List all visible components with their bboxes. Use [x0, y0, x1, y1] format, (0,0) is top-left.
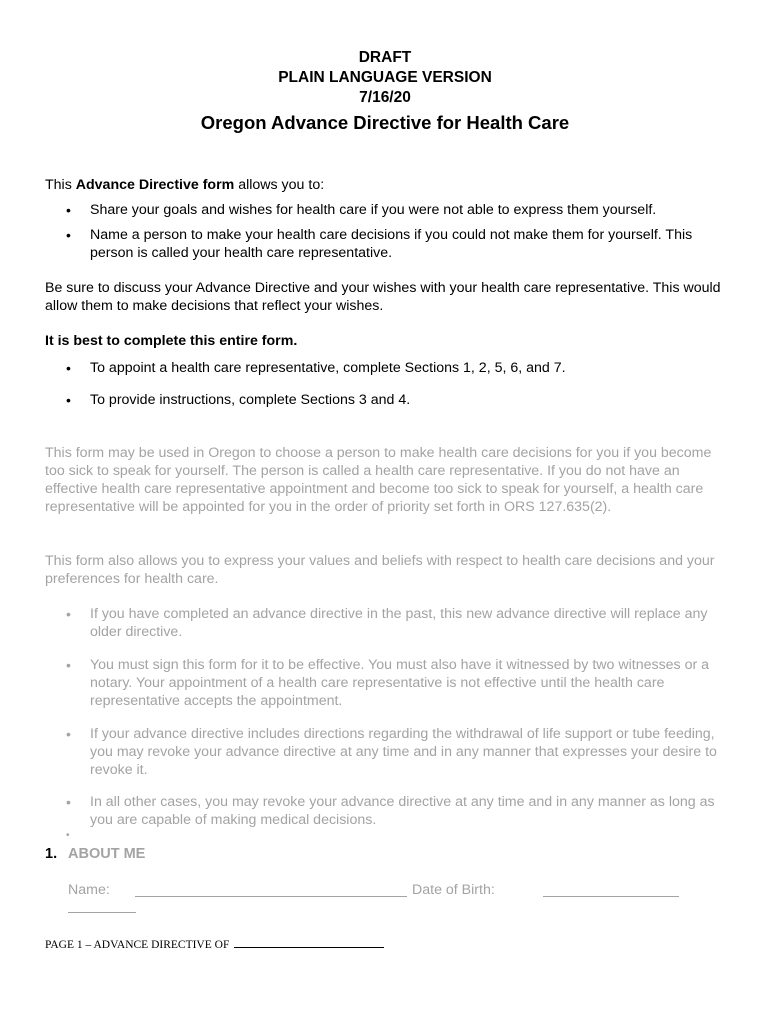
- name-field[interactable]: [135, 896, 407, 897]
- legal-bullet-2: You must sign this form for it to be effective. You must also have it witnessed by two witnesses or a notary. Your appointment of a health care representative is not effective until the health care representative accepts the appointment.: [90, 657, 710, 709]
- version-date: 7/16/20: [359, 89, 411, 106]
- footer-name-field[interactable]: [234, 937, 384, 948]
- legal-bullet-1: If you have completed an advance directive in the past, this new advance directive will replace any older directive.: [90, 606, 708, 640]
- section-number: 1.: [45, 846, 58, 862]
- bullet-icon: •: [66, 830, 70, 841]
- legal-bullet-4: In all other cases, you may revoke your advance directive at any time and in any manner as long as you are capable of making medical decisions.: [90, 794, 715, 828]
- dob-field[interactable]: [543, 896, 679, 897]
- document-title: Oregon Advance Directive for Health Care: [200, 112, 570, 133]
- footer-text: PAGE 1 – ADVANCE DIRECTIVE OF: [45, 939, 233, 951]
- legal-paragraph-1: This form may be used in Oregon to choose a person to make health care decisions for you if you become too sick to speak for yourself. The person is called a health care representative. If you do not have an effective health care representative appointment and become too sick to speak for yourself, a health care representative will be appointed for you in the order of priority set forth in ORS 127.635(2).: [45, 445, 712, 515]
- version-label: PLAIN LANGUAGE VERSION: [278, 69, 492, 86]
- intro-bold: Advance Directive form: [75, 177, 235, 193]
- bullet-icon: •: [66, 202, 71, 218]
- best-bullet-2: To provide instructions, complete Sections 3 and 4.: [90, 392, 411, 408]
- legal-bullet-3: If your advance directive includes directions regarding the withdrawal of life support or tube feeding, you may revoke your advance directive at any time and in any manner that expresses your desire to revoke it.: [90, 726, 717, 778]
- bullet-icon: •: [66, 657, 71, 673]
- dob-field-continuation[interactable]: [68, 912, 136, 913]
- bullet-icon: •: [66, 606, 71, 622]
- bullet-icon: •: [66, 794, 71, 810]
- dob-label: Date of Birth:: [412, 882, 495, 898]
- best-bullet-1: To appoint a health care representative, complete Sections 1, 2, 5, 6, and 7.: [90, 360, 566, 376]
- intro-bullet-1: Share your goals and wishes for health care if you were not able to express them yourself.: [90, 202, 657, 218]
- name-label: Name:: [68, 882, 110, 898]
- draft-label: DRAFT: [358, 49, 412, 66]
- best-heading: It is best to complete this entire form.: [45, 333, 298, 349]
- intro-paragraph: [45, 176, 735, 194]
- bullet-icon: •: [66, 227, 71, 243]
- section-title: ABOUT ME: [68, 846, 146, 862]
- bullet-icon: •: [66, 392, 71, 408]
- discuss-paragraph: Be sure to discuss your Advance Directive and your wishes with your health care representative. This would allow them to make decisions that reflect your wishes.: [45, 280, 721, 314]
- intro-prefix: This: [45, 177, 76, 193]
- intro-suffix: allows you to:: [234, 177, 325, 193]
- bullet-icon: •: [66, 726, 71, 742]
- intro-bullet-2: Name a person to make your health care decisions if you could not make them for yourself. This person is called your health care representative.: [90, 227, 693, 261]
- bullet-icon: •: [66, 360, 71, 376]
- page-footer: [45, 937, 384, 953]
- document-header: [0, 48, 770, 136]
- legal-paragraph-2: This form also allows you to express your values and beliefs with respect to health care decisions and your preferences for health care.: [45, 553, 715, 587]
